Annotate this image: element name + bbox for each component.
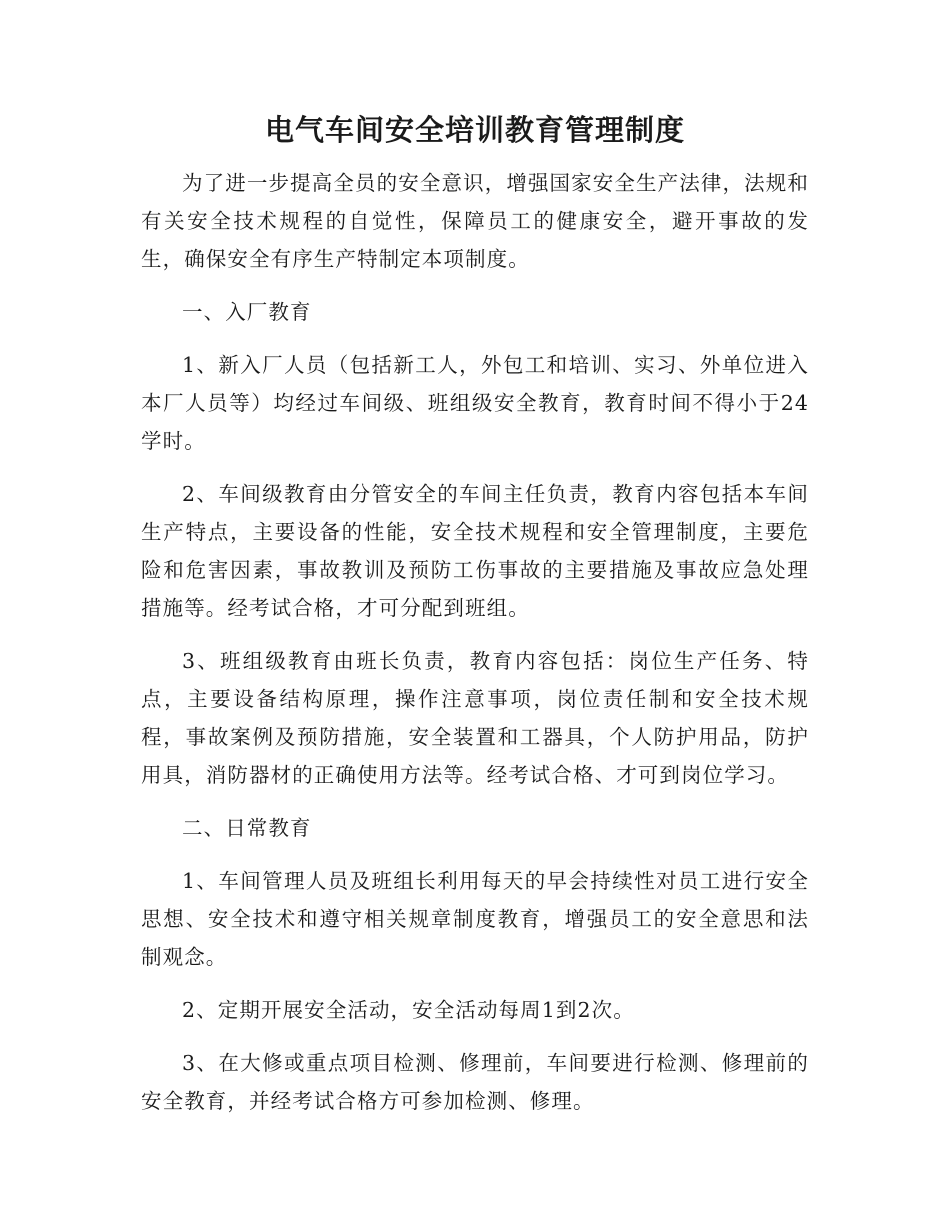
section-heading-daily-education: 二、日常教育 [182,816,312,840]
daily-education-item-3: 3、在大修或重点项目检测、修理前，车间要进行检测、修理前的安全教育，并经考试合格方可参加检测、修理。 [141,1051,809,1113]
entry-education-item-1: 1、新入厂人员（包括新工人，外包工和培训、实习、外单位进入本厂人员等）均经过车间级、班组级安全教育，教育时间不得小于24学时。 [141,353,809,453]
intro-paragraph: 为了进一步提高全员的安全意识，增强国家安全生产法律，法规和有关安全技术规程的自觉性，保障员工的健康安全，避开事故的发生，确保安全有序生产特制定本项制度。 [141,171,809,271]
entry-education-item-3: 3、班组级教育由班长负责，教育内容包括：岗位生产任务、特点，主要设备结构原理，操作注意事项，岗位责任制和安全技术规程，事故案例及预防措施，安全装置和工器具，个人防护用品，防护用具，消防器材的正确使用方法等。经考试合格、才可到岗位学习。 [141,649,809,787]
daily-education-item-1: 1、车间管理人员及班组长利用每天的早会持续性对员工进行安全思想、安全技术和遵守相关规章制度教育，增强员工的安全意思和法制观念。 [141,869,809,969]
document-title: 电气车间安全培训教育管理制度 [264,113,685,147]
entry-education-item-2: 2、车间级教育由分管安全的车间主任负责，教育内容包括本车间生产特点，主要设备的性能，安全技术规程和安全管理制度，主要危险和危害因素，事故教训及预防工伤事故的主要措施及事故应急处理措施等。经考试合格，才可分配到班组。 [141,482,809,620]
daily-education-item-2: 2、定期开展安全活动，安全活动每周1到2次。 [182,998,635,1022]
document-body [141,164,809,1135]
section-heading-entry-education: 一、入厂教育 [182,300,312,324]
